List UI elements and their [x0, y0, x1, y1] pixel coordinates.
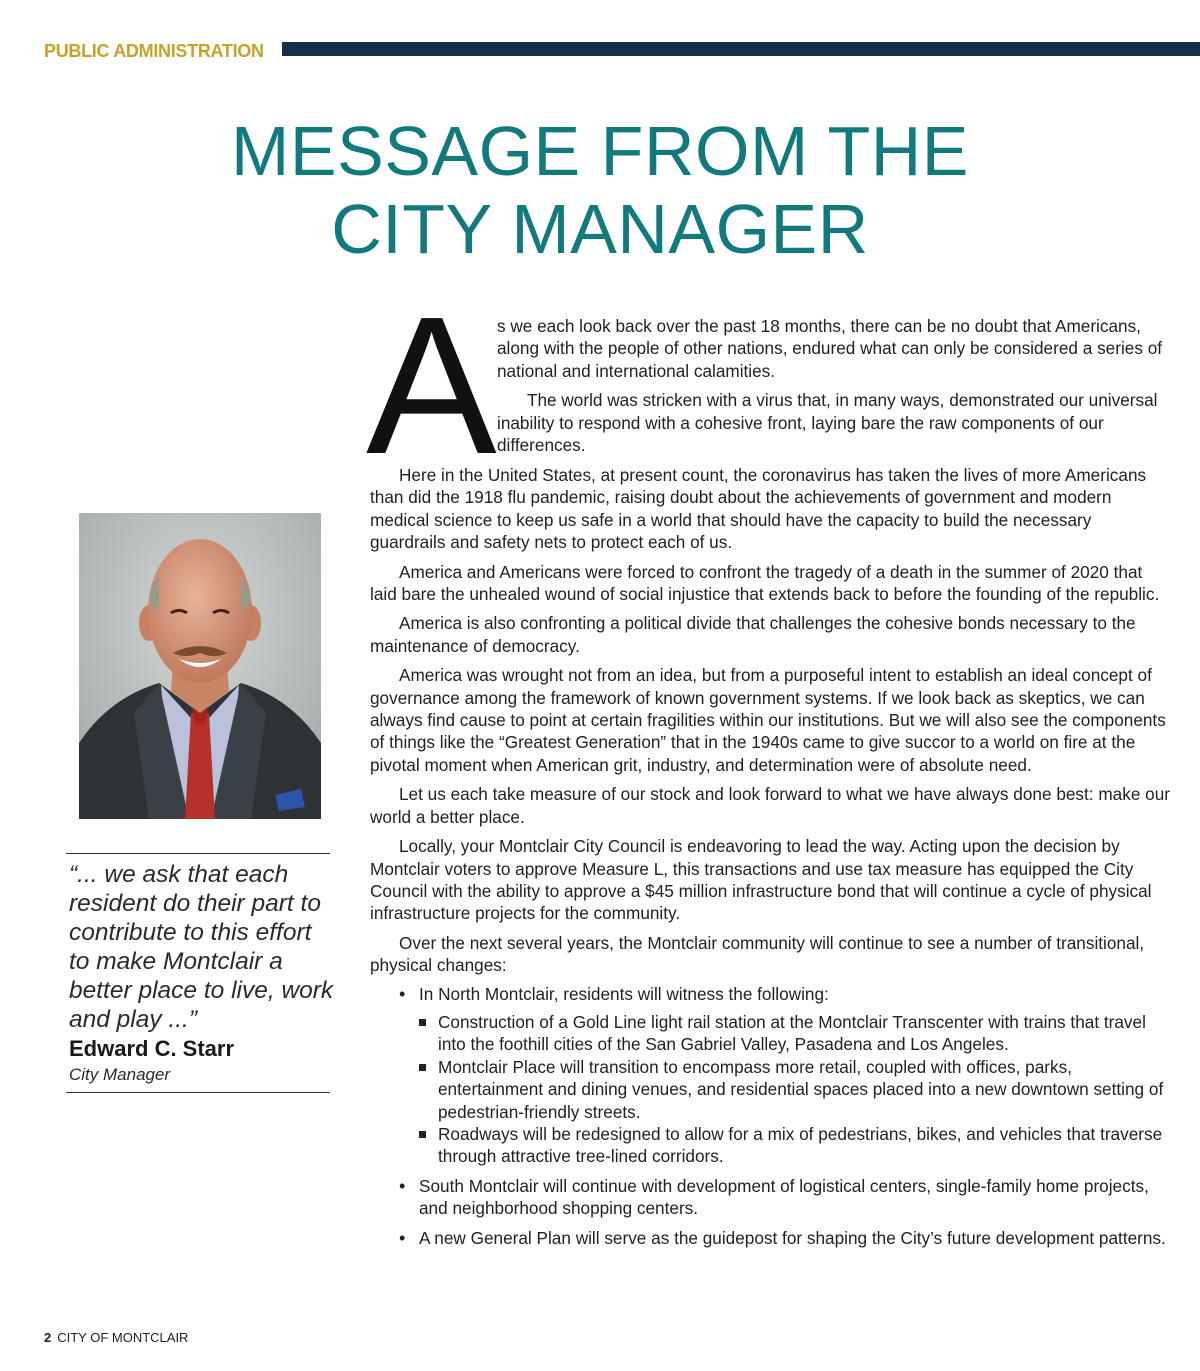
publication-name: CITY OF MONTCLAIR [57, 1330, 189, 1345]
list-item [370, 1175, 1170, 1220]
body-paragraph: Locally, your Montclair City Council is endeavoring to lead the way. Acting upon the decision by Montclair voters to approve Measure L, this transactions and use tax measure has equipped the City Council with the ability to approve a $45 million infrastructure bond that will continue a cycle of physical infrastructure projects for the community. [370, 836, 1152, 924]
pull-quote-author-title: City Manager [69, 1065, 171, 1084]
portrait-illustration [79, 513, 321, 819]
body-paragraph: America and Americans were forced to confront the tragedy of a death in the summer of 2020 that laid bare the unhealed wound of social injustice that extends back to before the founding of the republic. [370, 561, 1160, 605]
body-paragraph: America is also confronting a political divide that challenges the cohesive bonds necessary to the maintenance of democracy. [370, 613, 1136, 656]
sublist-item: Montclair Place will transition to encompass more retail, coupled with offices, parks, entertainment and dining venues, and residential spaces placed into a new downtown setting of pedestrian-friendly streets. [417, 1056, 1170, 1123]
article-intro [497, 315, 1187, 456]
list-item-text: South Montclair will continue with development of logistical centers, single-family home projects, and neighborhood shopping centers. [419, 1175, 1149, 1219]
section-header [44, 40, 1200, 62]
intro-paragraph-2: The world was stricken with a virus that, in many ways, demonstrated our universal inability to respond with a cohesive front, laying bare the raw components of our differences. [497, 390, 1158, 456]
list-item-text: A new General Plan will serve as the guidepost for shaping the City’s future development patterns. [419, 1227, 1166, 1248]
portrait-photo [79, 513, 321, 819]
page-footer [44, 1330, 188, 1345]
north-montclair-sublist [419, 1011, 1170, 1168]
section-label: PUBLIC ADMINISTRATION [44, 41, 264, 61]
section-divider-bar [282, 42, 1200, 56]
article-body [370, 464, 1170, 1249]
list-item-text: In North Montclair, residents will witness the following: [419, 983, 829, 1004]
changes-list [370, 983, 1170, 1249]
pull-quote-text: “... we ask that each resident do their part to contribute to this effort to make Montclair a better place to live, work and play ...” [69, 861, 334, 1033]
list-item [370, 1227, 1170, 1249]
body-paragraph: Here in the United States, at present count, the coronavirus has taken the lives of more Americans than did the 1918 flu pandemic, raising doubt about the achievements of government and modern medical science to keep us safe in a world that should have the capacity to build the necessary guardrails and safety nets to protect each of us. [370, 465, 1147, 553]
pull-quote-author: Edward C. Starr [69, 1036, 235, 1061]
sublist-item: Construction of a Gold Line light rail station at the Montclair Transcenter with trains that travel into the foothill cities of the San Gabriel Valley, Pasadena and Los Angeles. [417, 1011, 1170, 1056]
list-item [370, 983, 1170, 1168]
page-title [0, 112, 1200, 268]
page-number: 2 [44, 1330, 52, 1345]
intro-paragraph-1: s we each look back over the past 18 months, there can be no doubt that Americans, along with the people of other nations, endured what can only be considered a series of national and international calamities. [497, 316, 1163, 381]
page-title-line-2: CITY MANAGER [331, 190, 869, 268]
body-paragraph: Let us each take measure of our stock and look forward to what we have always done best: make our world a better place. [370, 784, 1170, 827]
page-title-line-1: MESSAGE FROM THE [231, 112, 969, 190]
body-paragraph: America was wrought not from an idea, but from a purposeful intent to establish an ideal concept of governance among the framework of known government systems. If we look back as skeptics, we can always find cause to point at certain fragilities within our institutions. But we will also see the components of things like the “Greatest Generation” that in the 1940s came to give succor to a world on fire at the pivotal moment when American grit, industry, and determination were of absolute need. [370, 665, 1166, 775]
body-paragraph: Over the next several years, the Montclair community will continue to see a number of transitional, physical changes: [370, 932, 1145, 976]
sublist-item: Roadways will be redesigned to allow for a mix of pedestrians, bikes, and vehicles that traverse through attractive tree-lined corridors. [417, 1123, 1170, 1168]
drop-cap: A [366, 276, 497, 495]
pull-quote [66, 853, 334, 1093]
